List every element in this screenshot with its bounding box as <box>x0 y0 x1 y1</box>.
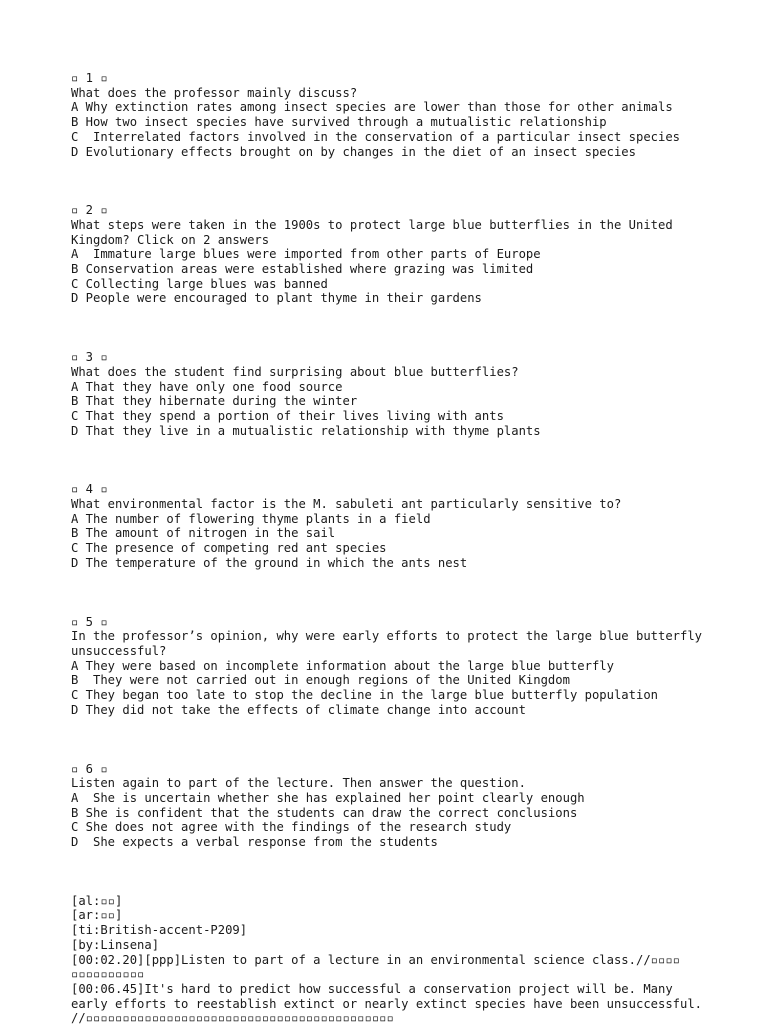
lyrics-album-tag: [al:▫▫] <box>71 893 123 908</box>
option-b: B Conservation areas were established where grazing was limited <box>71 262 534 277</box>
question-number: ▫ 5 ▫ <box>71 614 108 629</box>
question-1 <box>71 71 711 159</box>
question-stem: Listen again to part of the lecture. Then answer the question. <box>71 776 526 791</box>
question-stem: What steps were taken in the 1900s to protect large blue butterflies in the United Kingdom? Click on 2 answers <box>71 217 681 247</box>
question-stem: In the professor’s opinion, why were early efforts to protect the large blue butterfly unsuccessful? <box>71 629 710 658</box>
option-d: D That they live in a mutualistic relationship with thyme plants <box>71 423 541 438</box>
option-b: B The amount of nitrogen in the sail <box>71 526 336 541</box>
option-c: C That they spend a portion of their lives living with ants <box>71 408 504 423</box>
question-stem: What does the student find surprising about blue butterflies? <box>71 364 519 379</box>
question-2 <box>71 203 711 306</box>
lyrics-block <box>71 894 711 1026</box>
option-c: C She does not agree with the findings of the research study <box>71 820 512 835</box>
option-d: D Evolutionary effects brought on by changes in the diet of an insect species <box>71 144 636 159</box>
lyrics-by-tag: [by:Linsena] <box>71 937 160 952</box>
option-c: C The presence of competing red ant species <box>71 541 387 556</box>
document-page <box>71 71 711 1026</box>
option-a: A That they have only one food source <box>71 379 343 394</box>
option-c: C Interrelated factors involved in the conservation of a particular insect species <box>71 129 681 144</box>
option-a: A She is uncertain whether she has explained her point clearly enough <box>71 790 585 805</box>
lyrics-line: [00:06.45]It's hard to predict how successful a conservation project will be. Many early efforts to reestablish extinct or nearly extinct species have been unsuccessful. //▫▫▫▫▫▫▫▫▫▫▫▫▫▫▫▫▫▫▫▫▫▫▫▫▫▫▫▫▫▫▫▫▫▫▫▫▫▫▫▫▫▫ <box>71 981 710 1026</box>
question-number: ▫ 6 ▫ <box>71 761 108 776</box>
question-number: ▫ 4 ▫ <box>71 482 108 497</box>
question-4 <box>71 482 711 570</box>
option-c: C Collecting large blues was banned <box>71 276 328 291</box>
question-stem: What does the professor mainly discuss? <box>71 85 358 100</box>
lyrics-line: [00:02.20][ppp]Listen to part of a lecture in an environmental science class.//▫▫▫▫ ▫▫▫▫▫▫▫▫▫▫ <box>71 952 688 982</box>
lyrics-title-tag: [ti:British-accent-P209] <box>71 923 248 938</box>
option-b: B She is confident that the students can draw the correct conclusions <box>71 805 578 820</box>
question-6 <box>71 762 711 850</box>
option-a: A Why extinction rates among insect species are lower than those for other animals <box>71 100 673 115</box>
option-d: D The temperature of the ground in which the ants nest <box>71 555 468 570</box>
question-stem: What environmental factor is the M. sabuleti ant particularly sensitive to? <box>71 497 622 512</box>
option-a: A Immature large blues were imported from other parts of Europe <box>71 247 541 262</box>
option-b: B That they hibernate during the winter <box>71 394 358 409</box>
option-d: D People were encouraged to plant thyme in their gardens <box>71 291 482 306</box>
question-3 <box>71 350 711 438</box>
option-d: D She expects a verbal response from the students <box>71 835 438 850</box>
option-b: B They were not carried out in enough regions of the United Kingdom <box>71 673 570 688</box>
option-c: C They began too late to stop the decline in the large blue butterfly population <box>71 688 658 703</box>
option-a: A The number of flowering thyme plants in a field <box>71 511 431 526</box>
question-number: ▫ 2 ▫ <box>71 203 108 218</box>
question-number: ▫ 3 ▫ <box>71 350 108 365</box>
question-number: ▫ 1 ▫ <box>71 71 108 85</box>
option-b: B How two insect species have survived through a mutualistic relationship <box>71 115 607 130</box>
lyrics-artist-tag: [ar:▫▫] <box>71 908 123 923</box>
option-d: D They did not take the effects of climate change into account <box>71 702 526 717</box>
question-5 <box>71 615 711 718</box>
option-a: A They were based on incomplete information about the large blue butterfly <box>71 658 614 673</box>
